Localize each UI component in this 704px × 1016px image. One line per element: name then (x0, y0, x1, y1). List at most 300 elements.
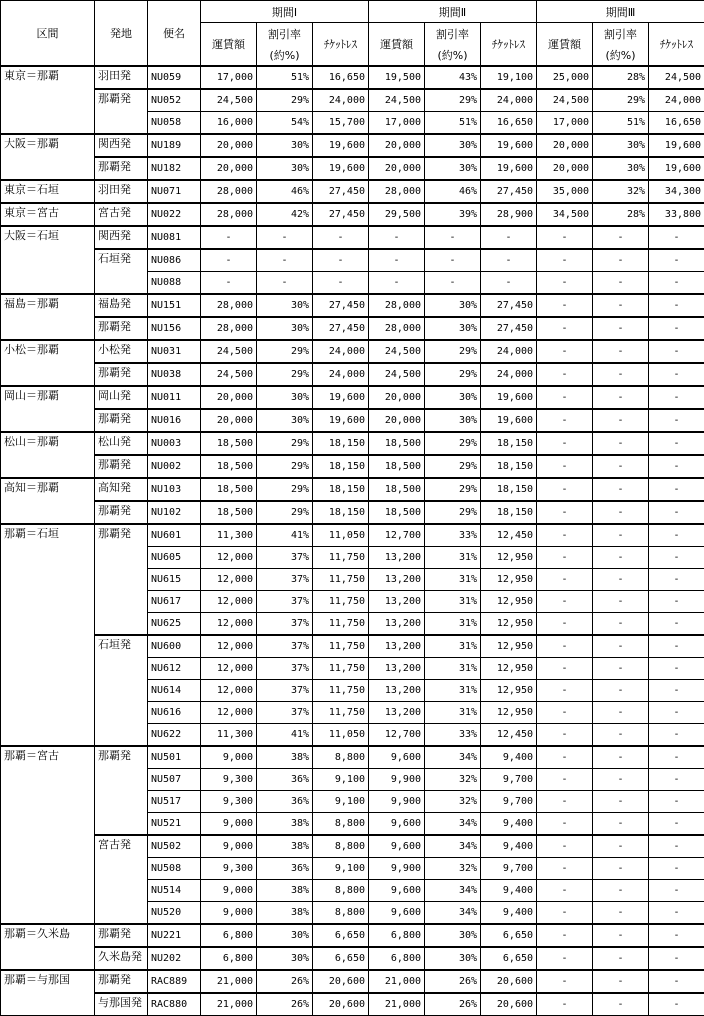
ticketless-value: - (649, 363, 704, 386)
fare-value: - (537, 702, 593, 724)
discount-value: 29% (257, 363, 313, 386)
table-row (1, 203, 704, 226)
origin-label: 那覇発 (95, 970, 148, 993)
table-row (1, 455, 704, 478)
ticketless-value: 12,950 (481, 613, 537, 636)
ticketless-value: 11,050 (313, 524, 369, 547)
discount-value: 29% (257, 478, 313, 501)
table-row (1, 409, 704, 432)
ticketless-value: 18,150 (313, 478, 369, 501)
discount-value: - (593, 409, 649, 432)
fare-value: 28,000 (201, 203, 257, 226)
ticketless-value: - (649, 769, 704, 791)
discount-value: 30% (593, 157, 649, 180)
origin-label: 関西発 (95, 226, 148, 249)
fare-value: 34,500 (537, 203, 593, 226)
discount-value: 39% (425, 203, 481, 226)
header-approx: (約%) (257, 44, 313, 66)
discount-value: 37% (257, 613, 313, 636)
fare-value: - (537, 501, 593, 524)
ticketless-value: 18,150 (481, 455, 537, 478)
discount-value: 30% (257, 134, 313, 157)
ticketless-value: - (649, 880, 704, 902)
discount-value: 37% (257, 702, 313, 724)
fare-value: 28,000 (369, 180, 425, 203)
origin-label: 那覇発 (95, 524, 148, 635)
ticketless-value: 11,750 (313, 635, 369, 658)
fare-value: 12,000 (201, 591, 257, 613)
discount-value: 37% (257, 569, 313, 591)
fare-value: 28,000 (201, 317, 257, 340)
discount-value: 31% (425, 591, 481, 613)
header-discount: 割引率 (593, 23, 649, 45)
ticketless-value: 18,150 (313, 455, 369, 478)
discount-value: 38% (257, 880, 313, 902)
discount-value: - (593, 835, 649, 858)
fare-value: - (201, 249, 257, 272)
fare-value: - (537, 432, 593, 455)
header-ticketless: ﾁｹｯﾄﾚｽ (481, 23, 537, 67)
flight-number: NU614 (148, 680, 201, 702)
ticketless-value: - (649, 226, 704, 249)
origin-label: 福島発 (95, 294, 148, 317)
flight-number: NU031 (148, 340, 201, 363)
fare-value: - (537, 249, 593, 272)
flight-number: NU600 (148, 635, 201, 658)
fare-value: 18,500 (201, 478, 257, 501)
fare-value: 9,000 (201, 902, 257, 925)
ticketless-value: - (649, 340, 704, 363)
discount-value: 36% (257, 858, 313, 880)
fare-value: 9,000 (201, 813, 257, 836)
flight-number: NU058 (148, 112, 201, 135)
fare-value: 12,000 (201, 613, 257, 636)
fare-value: 18,500 (369, 455, 425, 478)
ticketless-value: 19,600 (481, 134, 537, 157)
discount-value: 29% (593, 89, 649, 112)
header-approx: (約%) (425, 44, 481, 66)
section-label: 那覇＝石垣 (1, 524, 95, 746)
discount-value: 43% (425, 66, 481, 89)
ticketless-value: - (649, 791, 704, 813)
fare-value: - (537, 409, 593, 432)
discount-value: - (593, 501, 649, 524)
ticketless-value: 12,950 (481, 702, 537, 724)
fare-value: 18,500 (369, 501, 425, 524)
fare-value: - (537, 386, 593, 409)
discount-value: 30% (257, 294, 313, 317)
origin-label: 与那国発 (95, 993, 148, 1016)
ticketless-value: 8,800 (313, 813, 369, 836)
discount-value: 29% (425, 478, 481, 501)
fare-value: 28,000 (201, 180, 257, 203)
flight-number: NU601 (148, 524, 201, 547)
discount-value: - (593, 724, 649, 747)
origin-label: 石垣発 (95, 635, 148, 746)
fare-value: 24,500 (537, 89, 593, 112)
origin-label: 岡山発 (95, 386, 148, 409)
discount-value: - (593, 386, 649, 409)
discount-value: 54% (257, 112, 313, 135)
discount-value: 34% (425, 902, 481, 925)
ticketless-value: - (649, 478, 704, 501)
fare-value: 21,000 (369, 993, 425, 1016)
fare-value: 11,300 (201, 724, 257, 747)
ticketless-value: 20,600 (481, 970, 537, 993)
fare-value: - (537, 569, 593, 591)
discount-value: 30% (425, 409, 481, 432)
fare-value: - (537, 724, 593, 747)
discount-value: - (257, 272, 313, 295)
table-row (1, 993, 704, 1016)
ticketless-value: 11,750 (313, 680, 369, 702)
flight-number: NU086 (148, 249, 201, 272)
ticketless-value: - (649, 613, 704, 636)
ticketless-value: 12,950 (481, 547, 537, 569)
fare-value: - (537, 455, 593, 478)
fare-value: - (537, 769, 593, 791)
fare-value: 20,000 (201, 386, 257, 409)
flight-number: NU501 (148, 746, 201, 769)
ticketless-value: 19,600 (481, 386, 537, 409)
header-period-3: 期間Ⅲ (537, 1, 704, 23)
ticketless-value: - (313, 272, 369, 295)
table-row (1, 180, 704, 203)
fare-value: 13,200 (369, 613, 425, 636)
ticketless-value: 16,650 (481, 112, 537, 135)
flight-number: NU517 (148, 791, 201, 813)
fare-value: 6,800 (201, 947, 257, 970)
discount-value: 30% (425, 947, 481, 970)
table-row (1, 524, 704, 547)
discount-value: 41% (257, 724, 313, 747)
flight-number: NU038 (148, 363, 201, 386)
ticketless-value: 24,000 (649, 89, 704, 112)
discount-value: 29% (425, 455, 481, 478)
ticketless-value: - (649, 272, 704, 295)
fare-value: 21,000 (201, 993, 257, 1016)
ticketless-value: - (649, 455, 704, 478)
ticketless-value: - (649, 591, 704, 613)
ticketless-value: 19,600 (481, 409, 537, 432)
discount-value: - (593, 769, 649, 791)
fare-value: 13,200 (369, 547, 425, 569)
fare-value: - (537, 317, 593, 340)
ticketless-value: - (649, 924, 704, 947)
ticketless-value: 16,650 (649, 112, 704, 135)
ticketless-value: 12,450 (481, 724, 537, 747)
origin-label: 那覇発 (95, 89, 148, 134)
fare-value: 24,500 (369, 363, 425, 386)
fare-value: 17,000 (201, 66, 257, 89)
discount-value: 29% (425, 432, 481, 455)
discount-value: 30% (425, 134, 481, 157)
ticketless-value: 19,600 (481, 157, 537, 180)
ticketless-value: - (649, 432, 704, 455)
discount-value: - (593, 317, 649, 340)
fare-value: 9,000 (201, 746, 257, 769)
flight-number: NU612 (148, 658, 201, 680)
discount-value: - (593, 947, 649, 970)
fare-value: 21,000 (201, 970, 257, 993)
header-fare: 運賃額 (537, 23, 593, 67)
fare-value: - (369, 226, 425, 249)
discount-value: 30% (257, 947, 313, 970)
flight-number: NU202 (148, 947, 201, 970)
ticketless-value: 24,000 (313, 363, 369, 386)
ticketless-value: 6,650 (313, 924, 369, 947)
fare-value: 9,600 (369, 880, 425, 902)
flight-number: NU102 (148, 501, 201, 524)
ticketless-value: 9,400 (481, 813, 537, 836)
discount-value: 29% (257, 340, 313, 363)
discount-value: 30% (593, 134, 649, 157)
ticketless-value: 12,950 (481, 569, 537, 591)
discount-value: 30% (425, 317, 481, 340)
discount-value: 30% (257, 924, 313, 947)
origin-label: 那覇発 (95, 924, 148, 947)
table-row (1, 501, 704, 524)
fare-value: 20,000 (537, 157, 593, 180)
discount-value: 31% (425, 569, 481, 591)
discount-value: 31% (425, 658, 481, 680)
fare-value: 9,900 (369, 769, 425, 791)
fare-value: - (537, 524, 593, 547)
ticketless-value: 27,450 (481, 180, 537, 203)
ticketless-value: - (649, 835, 704, 858)
flight-number: NU103 (148, 478, 201, 501)
discount-value: - (593, 791, 649, 813)
ticketless-value: 12,950 (481, 591, 537, 613)
ticketless-value: 11,750 (313, 569, 369, 591)
fare-value: 18,500 (201, 455, 257, 478)
origin-label: 那覇発 (95, 409, 148, 432)
discount-value: 32% (425, 858, 481, 880)
fare-value: 24,500 (201, 340, 257, 363)
origin-label: 小松発 (95, 340, 148, 363)
ticketless-value: - (481, 272, 537, 295)
flight-number: NU151 (148, 294, 201, 317)
ticketless-value: - (649, 524, 704, 547)
discount-value: - (593, 813, 649, 836)
discount-value: 26% (257, 970, 313, 993)
discount-value: 31% (425, 635, 481, 658)
discount-value: 30% (257, 409, 313, 432)
discount-value: - (593, 294, 649, 317)
ticketless-value: 11,750 (313, 613, 369, 636)
origin-label: 那覇発 (95, 501, 148, 524)
discount-value: 38% (257, 835, 313, 858)
fare-value: 12,700 (369, 724, 425, 747)
origin-label: 那覇発 (95, 317, 148, 340)
header-discount: 割引率 (257, 23, 313, 45)
fare-value: 9,600 (369, 902, 425, 925)
flight-number: NU616 (148, 702, 201, 724)
discount-value: - (425, 249, 481, 272)
flight-number: NU003 (148, 432, 201, 455)
fare-value: 12,000 (201, 635, 257, 658)
ticketless-value: 9,700 (481, 858, 537, 880)
fare-value: 16,000 (201, 112, 257, 135)
ticketless-value: - (649, 858, 704, 880)
ticketless-value: 18,150 (481, 478, 537, 501)
discount-value: 29% (257, 89, 313, 112)
fare-value: - (537, 835, 593, 858)
fare-value: - (537, 813, 593, 836)
fare-value: 12,000 (201, 702, 257, 724)
origin-label: 那覇発 (95, 746, 148, 835)
fare-value: 24,500 (201, 89, 257, 112)
flight-number: NU156 (148, 317, 201, 340)
discount-value: - (593, 658, 649, 680)
header-discount: 割引率 (425, 23, 481, 45)
fare-value: 9,000 (201, 835, 257, 858)
flight-number: NU521 (148, 813, 201, 836)
ticketless-value: 27,450 (313, 294, 369, 317)
fare-value: 13,200 (369, 658, 425, 680)
discount-value: 31% (425, 702, 481, 724)
ticketless-value: 24,000 (481, 89, 537, 112)
ticketless-value: 11,050 (313, 724, 369, 747)
table-row (1, 66, 704, 89)
fare-value: 28,000 (201, 294, 257, 317)
header-origin: 発地 (95, 1, 148, 67)
flight-number: NU508 (148, 858, 201, 880)
fare-value: - (537, 547, 593, 569)
fare-value: 18,500 (369, 478, 425, 501)
table-row (1, 157, 704, 180)
ticketless-value: - (649, 569, 704, 591)
discount-value: - (593, 746, 649, 769)
table-row (1, 746, 704, 769)
origin-label: 那覇発 (95, 363, 148, 386)
section-label: 那覇＝与那国 (1, 970, 95, 1016)
ticketless-value: 11,750 (313, 591, 369, 613)
flight-number: NU011 (148, 386, 201, 409)
section-label: 東京＝那覇 (1, 66, 95, 134)
flight-number: NU615 (148, 569, 201, 591)
fare-value: 13,200 (369, 702, 425, 724)
ticketless-value: - (649, 902, 704, 925)
discount-value: 29% (425, 363, 481, 386)
discount-value: 46% (425, 180, 481, 203)
fare-value: - (537, 272, 593, 295)
discount-value: 32% (593, 180, 649, 203)
fare-value: 20,000 (369, 134, 425, 157)
fare-value: 12,700 (369, 524, 425, 547)
fare-value: 29,500 (369, 203, 425, 226)
ticketless-value: - (481, 226, 537, 249)
header-approx: (約%) (593, 44, 649, 66)
fare-value: 20,000 (201, 157, 257, 180)
section-label: 那覇＝宮古 (1, 746, 95, 924)
discount-value: - (593, 924, 649, 947)
table-row (1, 432, 704, 455)
ticketless-value: - (649, 970, 704, 993)
ticketless-value: 11,750 (313, 658, 369, 680)
fare-value: 13,200 (369, 635, 425, 658)
discount-value: 30% (425, 294, 481, 317)
discount-value: 30% (425, 386, 481, 409)
origin-label: 関西発 (95, 134, 148, 157)
fare-value: 6,800 (369, 924, 425, 947)
ticketless-value: 24,000 (313, 340, 369, 363)
fare-value: 9,300 (201, 769, 257, 791)
fare-value: - (537, 880, 593, 902)
discount-value: 28% (593, 66, 649, 89)
ticketless-value: 11,750 (313, 547, 369, 569)
ticketless-value: - (649, 702, 704, 724)
ticketless-value: 9,700 (481, 791, 537, 813)
fare-value: 12,000 (201, 680, 257, 702)
discount-value: - (593, 680, 649, 702)
ticketless-value: 18,150 (313, 501, 369, 524)
discount-value: 30% (257, 157, 313, 180)
ticketless-value: - (649, 993, 704, 1016)
discount-value: - (593, 635, 649, 658)
fare-value: 13,200 (369, 680, 425, 702)
origin-label: 羽田発 (95, 66, 148, 89)
fare-value: 25,000 (537, 66, 593, 89)
discount-value: 31% (425, 680, 481, 702)
ticketless-value: - (649, 724, 704, 747)
ticketless-value: 19,600 (313, 134, 369, 157)
ticketless-value: 18,150 (481, 501, 537, 524)
discount-value: 29% (257, 455, 313, 478)
fare-value: 9,900 (369, 858, 425, 880)
ticketless-value: 16,650 (313, 66, 369, 89)
fare-value: 11,300 (201, 524, 257, 547)
table-row (1, 134, 704, 157)
flight-number: NU081 (148, 226, 201, 249)
flight-number: NU221 (148, 924, 201, 947)
table-row (1, 249, 704, 272)
header-period-1: 期間Ⅰ (201, 1, 369, 23)
fare-value: - (537, 613, 593, 636)
discount-value: 32% (425, 769, 481, 791)
discount-value: - (593, 478, 649, 501)
discount-value: - (593, 524, 649, 547)
discount-value: 26% (425, 970, 481, 993)
discount-value: - (425, 226, 481, 249)
fare-value: 6,800 (201, 924, 257, 947)
ticketless-value: 9,700 (481, 769, 537, 791)
discount-value: - (593, 226, 649, 249)
ticketless-value: 12,450 (481, 524, 537, 547)
discount-value: 30% (425, 157, 481, 180)
flight-number: NU071 (148, 180, 201, 203)
fare-value: - (537, 340, 593, 363)
ticketless-value: 19,100 (481, 66, 537, 89)
fare-value: 6,800 (369, 947, 425, 970)
section-label: 岡山＝那覇 (1, 386, 95, 432)
discount-value: 26% (257, 993, 313, 1016)
fare-value: 13,200 (369, 569, 425, 591)
header-fare: 運賃額 (369, 23, 425, 67)
discount-value: - (593, 455, 649, 478)
fare-value: - (537, 858, 593, 880)
discount-value: 46% (257, 180, 313, 203)
ticketless-value: 6,650 (481, 924, 537, 947)
fare-value: 9,600 (369, 813, 425, 836)
flight-number: NU088 (148, 272, 201, 295)
ticketless-value: - (313, 249, 369, 272)
ticketless-value: - (649, 680, 704, 702)
ticketless-value: 27,450 (313, 203, 369, 226)
origin-label: 宮古発 (95, 203, 148, 226)
fare-value: 9,900 (369, 791, 425, 813)
discount-value: 29% (425, 89, 481, 112)
